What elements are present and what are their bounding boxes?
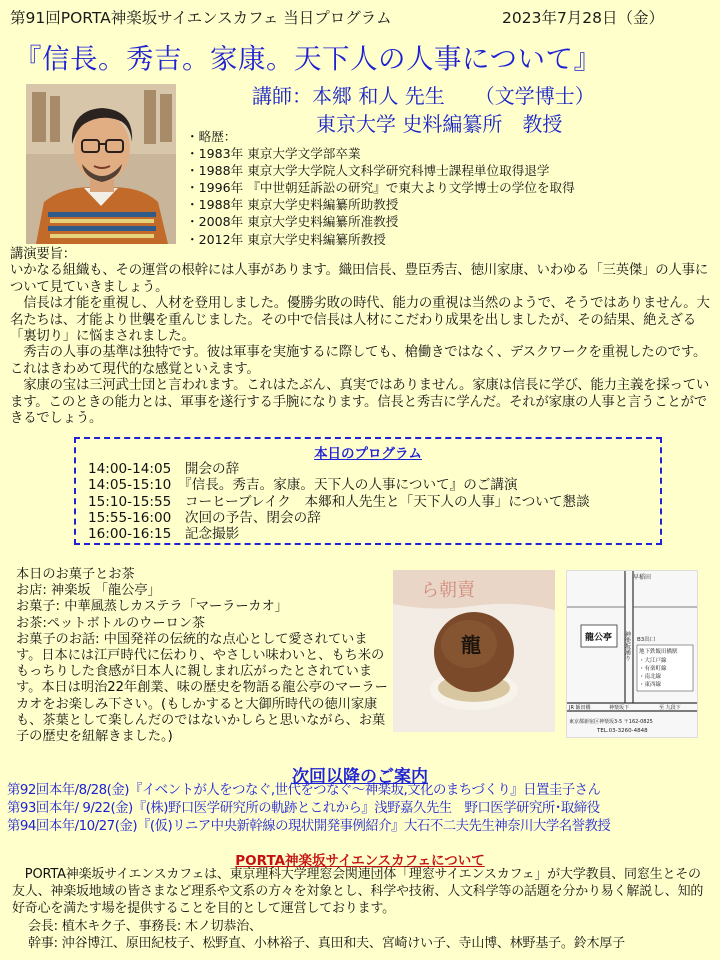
sweet-photo <box>393 570 555 732</box>
summary-paragraph: 秀吉の人事の基準は独特です。彼は軍事を実施するに際しても、槍働きではなく、デスクワークを重視したのです。これはきわめて現代的な感覚といえます。 <box>10 345 707 377</box>
program-box <box>74 437 662 545</box>
map-address: 東京都新宿区神楽坂3-5 〒162-0825 <box>569 719 653 725</box>
sweets-name: お菓子: 中華風蒸しカステラ「マーラーカオ」 <box>16 599 288 615</box>
lecturer-portrait <box>26 84 176 244</box>
header-bar <box>10 6 710 28</box>
career-item: ・ 1996年 『中世朝廷訴訟の研究』で東大より文学博士の学位を取得 <box>186 179 575 196</box>
next-session-item: 第92回本年/8/28(金)『イベントが人をつなぐ,世代をつなぐ～神楽坂,文化のまちづくり』日置圭子さん <box>7 783 601 798</box>
about-body <box>12 866 712 952</box>
program-list <box>88 461 590 542</box>
about-title: PORTA神楽坂サイエンスカフェについて <box>235 853 485 869</box>
career-item: ・ 1983年 東京大学文学部卒業 <box>186 145 575 162</box>
map-line: ・有楽町線 <box>639 666 667 672</box>
program-item: 16:00-16:15 記念撮影 <box>88 526 240 543</box>
program-title: 本日のプログラム <box>314 446 422 462</box>
map-line: ・南北線 <box>639 674 662 680</box>
shop-map <box>566 570 698 738</box>
map-bottom-label: JR 飯田橋 <box>569 705 591 711</box>
program-item: 14:00-14:05 開会の辞 <box>88 461 240 477</box>
summary-paragraph: 家康の宝は三河武士団と言われます。これはたぶん、真実ではありません。家康は信長に学び、能力主義を採っています。このときの能力とは、軍事を遂行する手腕になります。信長と秀吉に学んだ。それが家康の人事と言うことができるでしょう。 <box>10 378 710 427</box>
sweets-shop: お店: 神楽坂 「龍公亭」 <box>16 583 161 599</box>
map-line: ・大江戸線 <box>639 658 667 664</box>
summary-paragraph: いかなる組織も、その運営の根幹には人事があります。織田信長、豊臣秀吉、徳川家康、いわゆる「三英傑」の人事について見ていきましょう。 <box>10 263 709 295</box>
next-session-item: 第93回本年/ 9/22(金)『(株)野口医学研究所の軌跡とこれから』浅野嘉久先生 野口医学研究所･取締役 <box>7 800 600 816</box>
map-shop-label: 龍公亭 <box>585 633 613 643</box>
program-item: 15:10-15:55 コーヒーブレイク 本郷和人先生と「天下人の人事」について懇談 <box>88 493 590 510</box>
about-staff: 会長: 植木キク子、事務長: 木ノ切恭治、 <box>28 918 262 934</box>
page-title: 『信長。秀吉。家康。天下人の人事について』 <box>14 43 602 75</box>
map-tel: TEL.03-3260-4848 <box>597 728 648 734</box>
map-bottom-label: 至 九段下 <box>659 705 681 711</box>
sweets-heading: 本日のお菓子とお茶 <box>16 567 135 582</box>
career-item: ・ 2008年 東京大学史料編纂所准教授 <box>186 213 575 230</box>
career-list <box>186 128 575 248</box>
sweets-section <box>16 567 388 745</box>
sweets-story: お菓子のお話: 中国発祥の伝統的な点心として愛されています。日本には江戸時代に伝わり、やさしい味わいと、もち米のもっちりした食感が日本人に親しまれ広がったとされています。本日は明治22年創業、味の歴史を物語る龍公亭のマーラーカオをお楽しみ下さい。(もしかすると大御所時代の徳川家康も、茶葉として楽しんだのではないかしらと思いながら、お菓子の歴史を紐解きました。) <box>16 631 388 745</box>
lecturer-name: 講師：本郷 和人 先生 （文学博士） <box>252 84 595 108</box>
map-street-label: 神楽坂通り <box>623 631 631 661</box>
about-description: PORTA神楽坂サイエンスカフェは、東京理科大学理窓会関連団体「理窓サイエンスカフェ」が大学教員、同窓生とその友人、神楽坂地域の皆さまなど理系や文系の方々を対象とし、科学や技術、人文科学等の話題を分かり易く解説し、知的好奇心を満たす場を提供することを目的として運営しております。 <box>12 867 704 917</box>
sweet-brand-mark: 龍 <box>461 633 481 657</box>
career-heading: ・ 略歴： <box>186 128 575 145</box>
career-item: ・ 2012年 東京大学史料編纂所教授 <box>186 231 575 248</box>
event-name: 第91回PORTA神楽坂サイエンスカフェ 当日プログラム <box>10 9 392 27</box>
summary-paragraph: 信長は才能を重視し、人材を登用しました。優勝劣敗の時代、能力の重視は当然のようで、そうではありません。大名たちは、才能より世襲を重んじました。その中で信長は人材にこだわり成果を出しましたが、その結果、絶えざる「裏切り」に悩まされました。 <box>10 296 710 345</box>
svg-text:ら朝賣: ら朝賣 <box>421 580 475 601</box>
map-line: ・東西線 <box>639 682 662 688</box>
career-item: ・ 1988年 東京大学大学院人文科学研究科博士課程単位取得退学 <box>186 162 575 179</box>
next-sessions-title: 次回以降のご案内 <box>292 767 428 787</box>
program-item: 14:05-15:10 『信長。秀吉。家康。天下人の人事について』のご講演 <box>88 477 518 494</box>
sweets-tea: お茶:ペットボトルのウーロン茶 <box>16 615 206 631</box>
career-item: ・ 1988年 東京大学史料編纂所助教授 <box>186 196 575 213</box>
next-session-item: 第94回本年/10/27(金)『(仮)リニア中央新幹線の現状開発事例紹介』大石不二夫先生神奈川大学名誉教授 <box>7 818 611 834</box>
next-sessions-list <box>7 782 610 835</box>
map-bottom-label: 神楽坂下 <box>609 705 630 711</box>
event-date: 2023年7月28日（金） <box>502 9 665 27</box>
lecturer-affiliation: 東京大学 史料編纂所 教授 <box>316 112 563 136</box>
map-top-label: 早稲田 <box>633 574 652 581</box>
about-staff: 幹事: 沖谷博江、原田紀枝子、松野直、小林裕子、真田和夫、宮崎けい子、寺山博、林野基子。鈴木厚子 <box>28 935 625 951</box>
map-exit-label: B3出口 <box>637 637 656 643</box>
lecture-summary <box>10 247 710 427</box>
summary-heading: 講演要旨： <box>10 247 76 262</box>
program-item: 15:55-16:00 次回の予告、閉会の辞 <box>88 509 321 526</box>
map-station: 地下鉄飯田橋駅 <box>639 649 678 655</box>
